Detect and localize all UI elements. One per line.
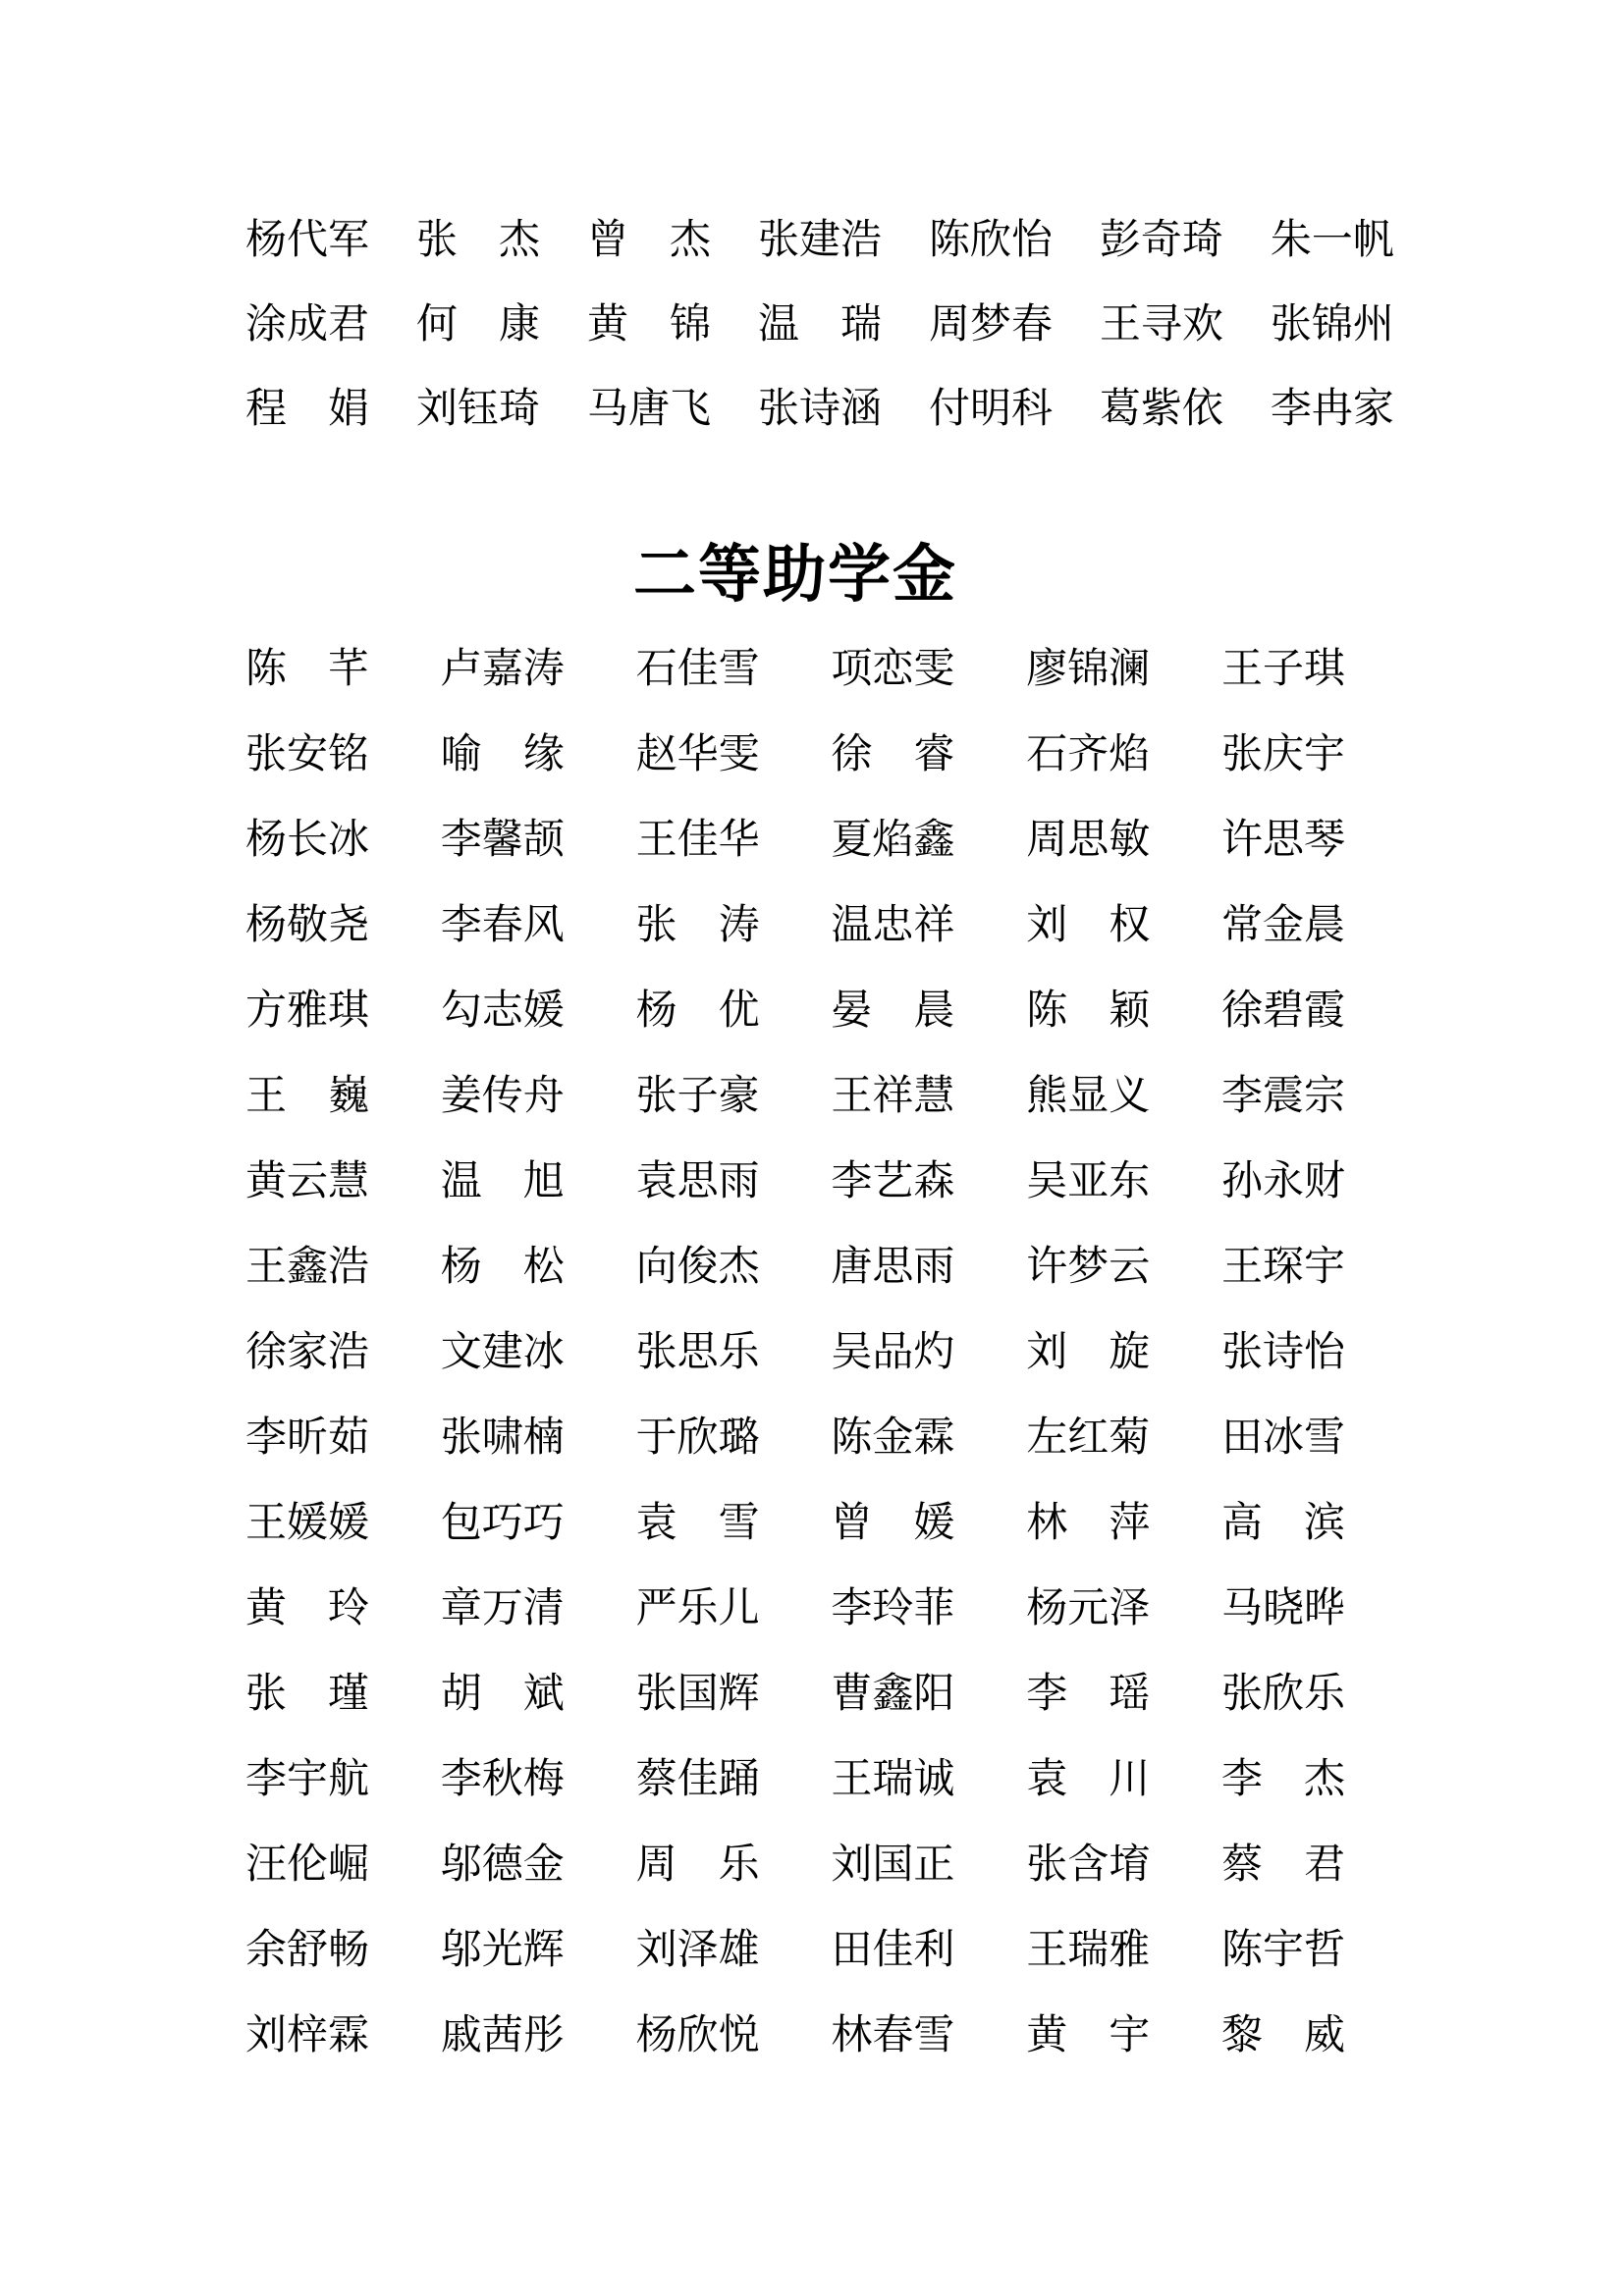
name-item: 彭奇琦 — [1099, 218, 1223, 263]
name-item: 许思琴 — [1220, 818, 1345, 863]
name-item: 左红菊 — [1026, 1415, 1151, 1461]
name-item: 周梦春 — [928, 302, 1053, 347]
name-item: 常金晨 — [1220, 903, 1345, 948]
name-item: 张含堉 — [1026, 1842, 1151, 1888]
name-item: 张 杰 — [415, 218, 540, 263]
name-item: 王寻欢 — [1099, 302, 1223, 347]
name-item: 张 瑾 — [245, 1672, 370, 1717]
name-row — [245, 732, 1345, 777]
name-item: 包巧巧 — [440, 1501, 565, 1546]
second-class-grant-name-list — [245, 647, 1624, 2058]
name-item: 温 旭 — [440, 1159, 565, 1204]
name-item: 熊显义 — [1026, 1074, 1151, 1119]
name-item: 项恋雯 — [831, 647, 955, 692]
name-row — [245, 387, 1394, 432]
name-item: 刘钰琦 — [415, 387, 540, 432]
name-item: 黎 威 — [1220, 2013, 1345, 2058]
name-item: 李震宗 — [1220, 1074, 1345, 1119]
name-row — [245, 1330, 1345, 1375]
name-item: 王瑞诚 — [831, 1757, 955, 1802]
name-item: 赵华雯 — [635, 732, 760, 777]
name-row — [245, 1501, 1345, 1546]
name-row — [245, 1415, 1345, 1461]
name-row — [245, 218, 1394, 263]
name-item: 孙永财 — [1220, 1159, 1345, 1204]
name-item: 程 娟 — [245, 387, 370, 432]
name-item: 李馨颉 — [440, 818, 565, 863]
name-item: 晏 晨 — [831, 988, 955, 1034]
name-item: 刘 旋 — [1026, 1330, 1151, 1375]
name-item: 徐 睿 — [831, 732, 955, 777]
name-item: 何 康 — [415, 302, 540, 347]
name-item: 李昕茹 — [245, 1415, 370, 1461]
name-item: 朱一帆 — [1270, 218, 1394, 263]
name-item: 陈欣怡 — [928, 218, 1053, 263]
name-item: 黄 宇 — [1026, 2013, 1151, 2058]
name-row — [245, 988, 1345, 1034]
name-item: 胡 斌 — [440, 1672, 565, 1717]
name-item: 向俊杰 — [635, 1245, 760, 1290]
name-item: 余舒畅 — [245, 1928, 370, 1973]
name-item: 李玲菲 — [831, 1586, 955, 1631]
name-item: 姜传舟 — [440, 1074, 565, 1119]
name-item: 林春雪 — [831, 2013, 955, 2058]
name-row — [245, 1928, 1345, 1973]
name-item: 蔡 君 — [1220, 1842, 1345, 1888]
name-item: 李 瑶 — [1026, 1672, 1151, 1717]
name-item: 王 巍 — [245, 1074, 370, 1119]
name-item: 温忠祥 — [831, 903, 955, 948]
name-item: 涂成君 — [245, 302, 370, 347]
name-item: 李 杰 — [1220, 1757, 1345, 1802]
name-item: 周思敏 — [1026, 818, 1151, 863]
name-item: 袁思雨 — [635, 1159, 760, 1204]
name-item: 王子琪 — [1220, 647, 1345, 692]
name-item: 田冰雪 — [1220, 1415, 1345, 1461]
name-item: 杨 优 — [635, 988, 760, 1034]
name-item: 严乐儿 — [635, 1586, 760, 1631]
name-item: 戚茜彤 — [440, 2013, 565, 2058]
name-item: 袁 川 — [1026, 1757, 1151, 1802]
name-item: 卢嘉涛 — [440, 647, 565, 692]
name-row — [245, 1159, 1345, 1204]
name-row — [245, 818, 1345, 863]
name-item: 王鑫浩 — [245, 1245, 370, 1290]
name-row — [245, 302, 1394, 347]
name-item: 于欣璐 — [635, 1415, 760, 1461]
name-row — [245, 1842, 1345, 1888]
name-item: 陈金霖 — [831, 1415, 955, 1461]
name-item: 邬光辉 — [440, 1928, 565, 1973]
name-row — [245, 2013, 1345, 2058]
name-item: 曾 媛 — [831, 1501, 955, 1546]
name-item: 蔡佳踊 — [635, 1757, 760, 1802]
name-item: 徐碧霞 — [1220, 988, 1345, 1034]
name-item: 李秋梅 — [440, 1757, 565, 1802]
name-item: 石佳雪 — [635, 647, 760, 692]
name-item: 张 涛 — [635, 903, 760, 948]
name-item: 陈 芊 — [245, 647, 370, 692]
name-item: 刘 权 — [1026, 903, 1151, 948]
name-row — [245, 1586, 1345, 1631]
name-item: 张思乐 — [635, 1330, 760, 1375]
name-item: 刘梓霖 — [245, 2013, 370, 2058]
name-item: 高 滨 — [1220, 1501, 1345, 1546]
section-heading: 二等助学金 — [633, 540, 957, 610]
name-item: 张诗怡 — [1220, 1330, 1345, 1375]
name-item: 章万清 — [440, 1586, 565, 1631]
name-item: 林 萍 — [1026, 1501, 1151, 1546]
name-item: 温 瑞 — [757, 302, 882, 347]
name-item: 杨 松 — [440, 1245, 565, 1290]
name-item: 陈 颖 — [1026, 988, 1151, 1034]
name-item: 王祥慧 — [831, 1074, 955, 1119]
name-item: 杨代军 — [245, 218, 370, 263]
name-item: 杨元泽 — [1026, 1586, 1151, 1631]
name-row — [245, 1074, 1345, 1119]
name-item: 勾志媛 — [440, 988, 565, 1034]
name-item: 张欣乐 — [1220, 1672, 1345, 1717]
name-row — [245, 1245, 1345, 1290]
name-row — [245, 1757, 1345, 1802]
name-item: 吴品灼 — [831, 1330, 955, 1375]
name-item: 张诗涵 — [757, 387, 882, 432]
name-item: 黄 玲 — [245, 1586, 370, 1631]
name-item: 黄云慧 — [245, 1159, 370, 1204]
name-item: 张锦州 — [1270, 302, 1394, 347]
name-item: 曹鑫阳 — [831, 1672, 955, 1717]
name-item: 廖锦澜 — [1026, 647, 1151, 692]
name-item: 张啸楠 — [440, 1415, 565, 1461]
name-item: 马晓晔 — [1220, 1586, 1345, 1631]
name-item: 张安铭 — [245, 732, 370, 777]
name-item: 方雅琪 — [245, 988, 370, 1034]
name-item: 马唐飞 — [586, 387, 711, 432]
name-item: 王瑞雅 — [1026, 1928, 1151, 1973]
name-item: 徐家浩 — [245, 1330, 370, 1375]
name-item: 汪伦崛 — [245, 1842, 370, 1888]
name-item: 邬德金 — [440, 1842, 565, 1888]
name-item: 李春风 — [440, 903, 565, 948]
name-row — [245, 1672, 1345, 1717]
name-item: 吴亚东 — [1026, 1159, 1151, 1204]
name-item: 刘泽雄 — [635, 1928, 760, 1973]
name-item: 张子豪 — [635, 1074, 760, 1119]
name-item: 夏焰鑫 — [831, 818, 955, 863]
name-item: 李艺森 — [831, 1159, 955, 1204]
name-item: 刘国正 — [831, 1842, 955, 1888]
name-item: 许梦云 — [1026, 1245, 1151, 1290]
name-item: 李冉家 — [1270, 387, 1394, 432]
name-item: 杨长冰 — [245, 818, 370, 863]
name-item: 王琛宇 — [1220, 1245, 1345, 1290]
name-item: 袁 雪 — [635, 1501, 760, 1546]
name-item: 杨欣悦 — [635, 2013, 760, 2058]
name-item: 张庆宇 — [1220, 732, 1345, 777]
name-row — [245, 647, 1345, 692]
name-item: 王媛媛 — [245, 1501, 370, 1546]
name-item: 田佳利 — [831, 1928, 955, 1973]
name-item: 周 乐 — [635, 1842, 760, 1888]
name-item: 付明科 — [928, 387, 1053, 432]
name-item: 曾 杰 — [586, 218, 711, 263]
name-item: 石齐焰 — [1026, 732, 1151, 777]
name-row — [245, 903, 1345, 948]
name-item: 王佳华 — [635, 818, 760, 863]
name-item: 李宇航 — [245, 1757, 370, 1802]
name-item: 唐思雨 — [831, 1245, 955, 1290]
name-item: 喻 缘 — [440, 732, 565, 777]
name-item: 陈宇哲 — [1220, 1928, 1345, 1973]
name-item: 文建冰 — [440, 1330, 565, 1375]
name-item: 黄 锦 — [586, 302, 711, 347]
name-item: 张建浩 — [757, 218, 882, 263]
name-item: 葛紫依 — [1099, 387, 1223, 432]
top-name-list — [245, 218, 1624, 432]
name-item: 张国辉 — [635, 1672, 760, 1717]
name-item: 杨敬尧 — [245, 903, 370, 948]
